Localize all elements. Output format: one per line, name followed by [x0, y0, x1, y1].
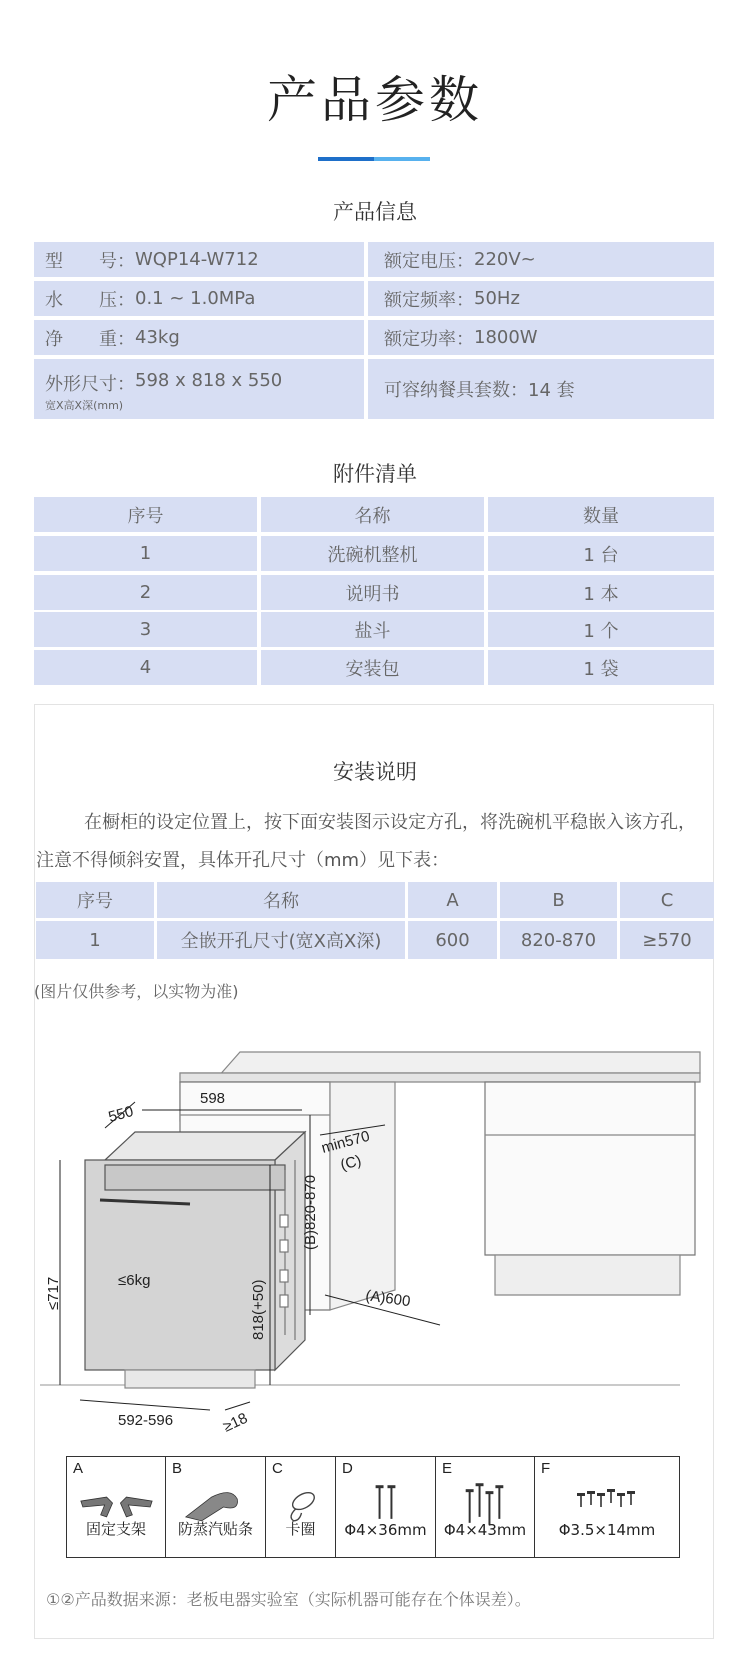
- spec-label: 额定频率：: [384, 289, 474, 311]
- acc-header: 序号: [34, 497, 257, 532]
- dim-weight: ≤6kg: [118, 1272, 151, 1289]
- part-a: [67, 1457, 166, 1557]
- part-letter: E: [442, 1460, 453, 1477]
- part-name: 固定支架: [85, 1520, 146, 1538]
- part-e: [436, 1457, 535, 1557]
- spec-value: 43kg: [135, 327, 180, 348]
- spec-value: 598 x 818 x 550: [135, 370, 283, 391]
- dim-min-c: min570: [319, 1127, 372, 1157]
- spec-value: 0.1 ~ 1.0MPa: [135, 288, 256, 309]
- product-info-title: 产品信息: [333, 200, 417, 224]
- part-c: [266, 1457, 336, 1557]
- spec-value: 14 套: [528, 380, 575, 401]
- cut-cell: 1: [36, 921, 154, 959]
- cut-cell: 600: [408, 921, 497, 959]
- parts-table: [66, 1456, 680, 1558]
- spec-voltage: [368, 242, 714, 277]
- dim-height-b: (B)820-870: [302, 1174, 319, 1250]
- part-name: Φ3.5×14mm: [558, 1521, 656, 1539]
- acc-cell: 安装包: [261, 650, 484, 685]
- dim-bottom-w: 592-596: [118, 1412, 174, 1429]
- dim-width: 598: [200, 1090, 226, 1107]
- acc-header: 数量: [488, 497, 714, 532]
- spec-value: 220V~: [474, 249, 536, 270]
- spec-dimensions: [34, 359, 364, 419]
- install-paragraph-line1: 在橱柜的设定位置上，按下面安装图示设定方孔，将洗碗机平稳嵌入该方孔，: [84, 812, 696, 833]
- acc-cell: 1 本: [488, 575, 714, 610]
- cut-header: C: [620, 882, 714, 918]
- acc-cell: 1 台: [488, 536, 714, 571]
- spec-label: 水 压：: [45, 289, 135, 311]
- part-name: Φ4×36mm: [344, 1521, 427, 1539]
- part-letter: C: [272, 1460, 283, 1477]
- part-b: [166, 1457, 266, 1557]
- spec-label: 额定电压：: [384, 250, 474, 272]
- part-name: 防蒸汽贴条: [177, 1520, 253, 1538]
- acc-cell: 洗碗机整机: [261, 536, 484, 571]
- part-letter: D: [342, 1460, 353, 1477]
- spec-frequency: [368, 281, 714, 316]
- spec-model: [34, 242, 364, 277]
- cut-cell: 820-870: [500, 921, 617, 959]
- acc-header: 名称: [261, 497, 484, 532]
- acc-cell: 盐斗: [261, 612, 484, 647]
- acc-cell: 3: [34, 612, 257, 647]
- cut-header: B: [500, 882, 617, 918]
- dim-door-h: 818(+50): [250, 1279, 267, 1340]
- spec-label: 净 重：: [45, 328, 135, 350]
- install-title: 安装说明: [333, 760, 417, 784]
- dim-depth: 550: [106, 1102, 136, 1126]
- spec-dimensions-sub: 宽X高X深(mm): [45, 399, 124, 412]
- part-letter: F: [541, 1460, 551, 1477]
- acc-cell: 1: [34, 536, 257, 571]
- spec-label: 额定功率：: [384, 328, 474, 350]
- spec-label: 型 号：: [45, 250, 135, 272]
- spec-capacity: [368, 359, 714, 419]
- part-letter: B: [172, 1460, 183, 1477]
- dim-max-h: ≤717: [45, 1276, 62, 1310]
- cut-header: 序号: [36, 882, 154, 918]
- part-letter: A: [73, 1460, 84, 1477]
- acc-cell: 说明书: [261, 575, 484, 610]
- spec-label: 外形尺寸：: [45, 374, 135, 395]
- dim-c: (C): [338, 1152, 364, 1174]
- cut-cell: 全嵌开孔尺寸(宽X高X深): [157, 921, 405, 959]
- spec-value: WQP14-W712: [135, 249, 259, 270]
- spec-value: 1800W: [474, 327, 538, 348]
- spec-value: 50Hz: [474, 288, 520, 309]
- acc-cell: 4: [34, 650, 257, 685]
- install-paragraph-line2: 注意不得倾斜安置，具体开孔尺寸（mm）见下表：: [36, 850, 450, 871]
- page-title: 产品参数: [267, 71, 483, 129]
- footnote: ①②产品数据来源：老板电器实验室（实际机器可能存在个体误差）。: [46, 1590, 531, 1609]
- image-note: (图片仅供参考，以实物为准): [34, 982, 239, 1001]
- cut-header: 名称: [157, 882, 405, 918]
- part-d: [336, 1457, 436, 1557]
- dim-a600: (A)600: [364, 1287, 412, 1311]
- title-underline: [318, 157, 430, 161]
- spec-label: 可容纳餐具套数：: [384, 380, 528, 401]
- spec-pressure: [34, 281, 364, 316]
- part-f: [535, 1457, 679, 1557]
- acc-cell: 1 个: [488, 612, 714, 647]
- dim-gap: ≥18: [220, 1409, 251, 1436]
- accessories-title: 附件清单: [333, 462, 417, 486]
- acc-cell: 2: [34, 575, 257, 610]
- acc-cell: 1 袋: [488, 650, 714, 685]
- spec-power: [368, 320, 714, 355]
- spec-weight: [34, 320, 364, 355]
- cut-header: A: [408, 882, 497, 918]
- cut-cell: ≥570: [620, 921, 714, 959]
- part-name: 卡圈: [285, 1520, 316, 1538]
- install-diagram: [40, 1040, 720, 1440]
- part-name: Φ4×43mm: [443, 1521, 527, 1539]
